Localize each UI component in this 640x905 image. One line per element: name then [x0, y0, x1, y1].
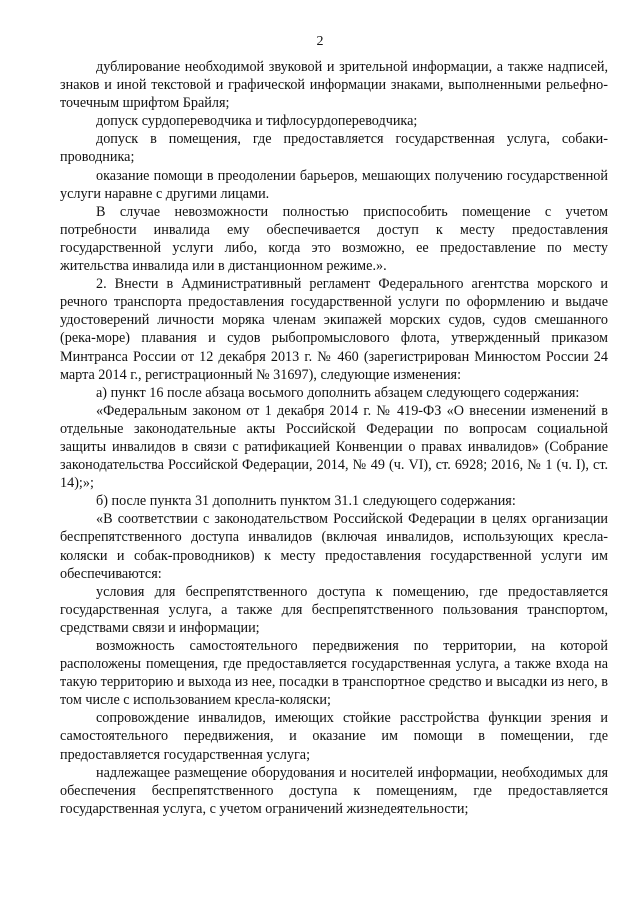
paragraph: условия для беспрепятственного доступа к помещению, где предоставляется государственная услуга, а также для беспрепятственного пользования транспортом, средствами связи и информации;	[60, 583, 608, 636]
paragraph: сопровождение инвалидов, имеющих стойкие расстройства функции зрения и самостоятельного передвижения, и оказание им помощи в помещении, где предоставляется государственная услуга;	[60, 710, 608, 763]
paragraph: «В соответствии с законодательством Российской Федерации в целях организации беспрепятственного доступа инвалидов (включая инвалидов, использующих кресла-коляски и собак-проводников) к месту предоставления государственной услуги им обеспечиваются:	[60, 511, 608, 582]
paragraph: возможность самостоятельного передвижения по территории, на которой расположены помещения, где предоставляется государственная услуга, а также входа на такую территорию и выхода из нее, посадки в транспортное средство и высадки из него, в том числе с использованием кресла-коляски;	[60, 638, 608, 709]
paragraph: допуск сурдопереводчика и тифлосурдопереводчика;	[96, 113, 418, 130]
page-number: 2	[316, 34, 324, 49]
paragraph: а) пункт 16 после абзаца восьмого дополнить абзацем следующего содержания:	[96, 384, 580, 401]
paragraph: оказание помощи в преодолении барьеров, мешающих получению государственной услуги наравне с другими лицами.	[60, 167, 608, 202]
paragraph: дублирование необходимой звуковой и зрительной информации, а также надписей, знаков и иной текстовой и графической информации знаками, выполненными рельефно-точечным шрифтом Брайля;	[60, 59, 608, 112]
paragraph: В случае невозможности полностью приспособить помещение с учетом потребности инвалида ему обеспечивается доступ к месту предоставления государственной услуги либо, когда это возможно, ее предоставление по месту жительства инвалида или в дистанционном режиме.».	[60, 203, 608, 275]
paragraph: «Федеральным законом от 1 декабря 2014 г. № 419-ФЗ «О внесении изменений в отдельные законодательные акты Российской Федерации по вопросам социальной защиты инвалидов в связи с ратификацией Конвенции о правах инвалидов» (Собрание законодательства Российской Федерации, 2014, № 49 (ч. VI), ст. 6928; 2016, № 1 (ч. I), ст. 14);»;	[60, 402, 608, 492]
paragraph: 2. Внести в Административный регламент Федерального агентства морского и речного транспорта предоставления государственной услуги по оформлению и выдаче удостоверений личности моряка членам экипажей морских судов, судов смешанного (река-море) плавания и судов рыбопромыслового флота, утвержденный приказом Минтранса России от 12 декабря 2013 г. № 460 (зарегистрирован Минюстом России 24 марта 2014 г., регистрационный № 31697), следующие изменения:	[60, 276, 608, 383]
document-body	[60, 58, 608, 818]
paragraph: допуск в помещения, где предоставляется государственная услуга, собаки-проводника;	[60, 131, 608, 166]
paragraph: надлежащее размещение оборудования и носителей информации, необходимых для обеспечения беспрепятственного доступа к помещениям, где предоставляется государственная услуга, с учетом ограничений жизнедеятельности;	[60, 764, 608, 817]
paragraph: б) после пункта 31 дополнить пунктом 31.1 следующего содержания:	[96, 493, 516, 510]
